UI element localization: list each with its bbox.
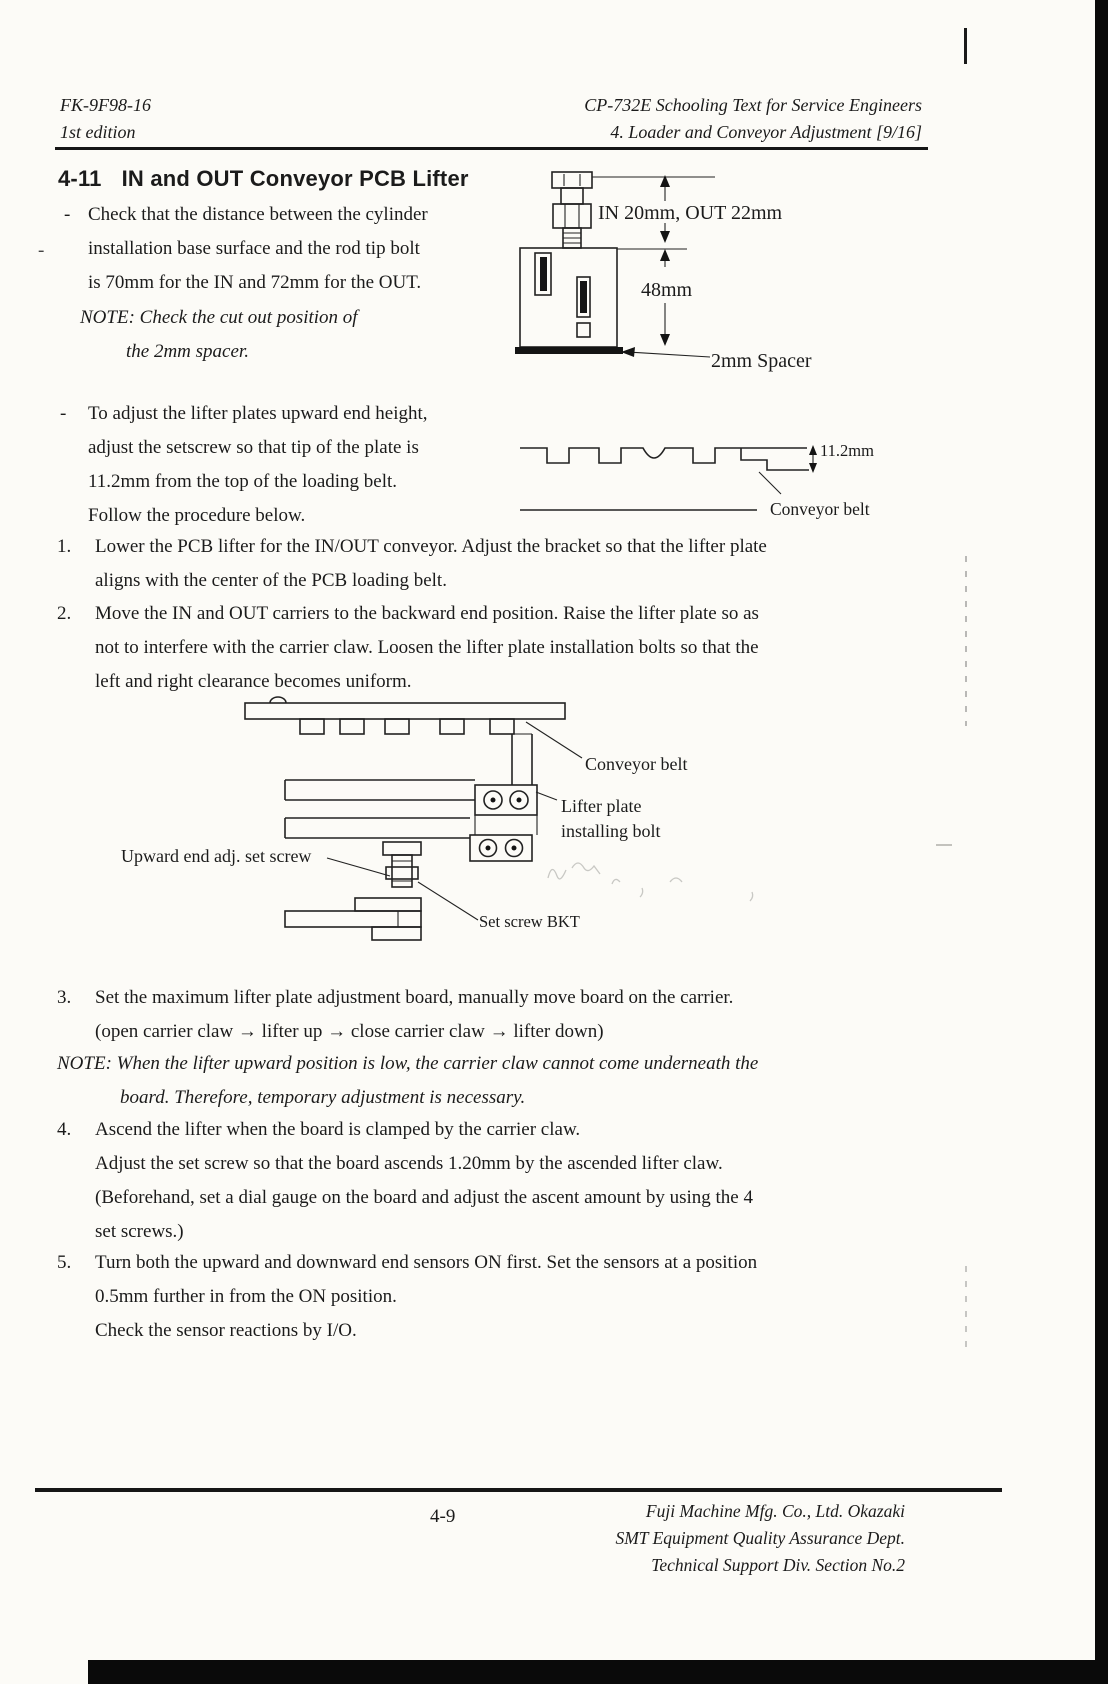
scan-edge-right	[1095, 0, 1108, 1684]
doc-code: FK-9F98-16	[60, 95, 151, 115]
step2-text	[95, 597, 759, 699]
bullet2-line: To adjust the lifter plates upward end height,	[88, 403, 428, 424]
label-set-screw-bkt: Set screw BKT	[479, 912, 580, 931]
note1	[80, 301, 358, 369]
step5-line: 0.5mm further in from the ON position.	[95, 1286, 397, 1307]
section-title: IN and OUT Conveyor PCB Lifter	[121, 166, 469, 191]
dim-label-11-2mm: 11.2mm	[820, 441, 874, 460]
step1-number: 1.	[57, 536, 72, 557]
step5-line: Check the sensor reactions by I/O.	[95, 1320, 357, 1341]
dim-label-inout: IN 20mm, OUT 22mm	[598, 202, 783, 224]
step2-number: 2.	[57, 603, 72, 624]
section-number: 4-11	[58, 166, 102, 191]
bullet2-marker: -	[60, 403, 67, 424]
page-number: 4-9	[430, 1506, 456, 1527]
step1-text	[95, 530, 767, 598]
step3-line: Set the maximum lifter plate adjustment board, manually move board on the carrier.	[95, 987, 734, 1008]
bullet2-line: Follow the procedure below.	[88, 505, 306, 526]
label-upward-end-set-screw: Upward end adj. set screw	[121, 846, 312, 866]
step2-line: not to interfere with the carrier claw. Loosen the lifter plate installation bolts so that the	[95, 637, 759, 658]
footer-org-line: SMT Equipment Quality Assurance Dept.	[615, 1528, 905, 1548]
note1-line: the 2mm spacer.	[126, 341, 249, 362]
step4-line: set screws.)	[95, 1221, 184, 1242]
scan-mark	[965, 556, 967, 726]
note2	[57, 1047, 758, 1115]
header-rule	[55, 147, 928, 150]
step4-line: Adjust the set screw so that the board ascends 1.20mm by the ascended lifter claw.	[95, 1153, 723, 1174]
header-left	[60, 92, 151, 146]
note2-line: NOTE: When the lifter upward position is low, the carrier claw cannot come underneath the	[57, 1053, 759, 1074]
step3-number: 3.	[57, 987, 72, 1008]
scan-mark	[964, 28, 967, 64]
step4-text	[95, 1113, 753, 1249]
note2-line: board. Therefore, temporary adjustment is necessary.	[120, 1087, 526, 1108]
label-lifter-plate-bolt	[561, 794, 661, 844]
bullet2-text	[88, 397, 428, 533]
step2-line: left and right clearance becomes uniform.	[95, 671, 412, 692]
note1-line: NOTE: Check the cut out position of	[80, 307, 358, 328]
doc-subtitle: 4. Loader and Conveyor Adjustment [9/16]	[610, 122, 922, 142]
scan-artifact-dash: -	[38, 240, 45, 261]
bullet1-line: installation base surface and the rod tip bolt	[88, 238, 420, 259]
step5-line: Turn both the upward and downward end sensors ON first. Set the sensors at a position	[95, 1252, 758, 1273]
step2-line: Move the IN and OUT carriers to the backward end position. Raise the lifter plate so as	[95, 603, 759, 624]
lifter-assembly-diagram	[112, 692, 812, 952]
label-conveyor-belt-assembly: Conveyor belt	[585, 754, 688, 774]
bullet1-line: is 70mm for the IN and 72mm for the OUT.	[88, 272, 422, 293]
step5-text	[95, 1246, 757, 1348]
scan-edge-bottom	[88, 1660, 1108, 1684]
label-2mm-spacer: 2mm Spacer	[711, 350, 812, 372]
step1-line: Lower the PCB lifter for the IN/OUT conveyor. Adjust the bracket so that the lifter plate	[95, 536, 767, 557]
footer-rule	[35, 1488, 1002, 1492]
cylinder-diagram	[515, 165, 860, 365]
footer-org	[615, 1498, 905, 1579]
bullet1-text	[88, 198, 428, 300]
step5-number: 5.	[57, 1252, 72, 1273]
bullet1-marker: -	[64, 204, 71, 225]
scan-mark	[965, 1266, 967, 1356]
step3-line: (open carrier claw → lifter up → close carrier claw → lifter down)	[95, 1021, 604, 1042]
bullet1-line: Check that the distance between the cylinder	[88, 204, 428, 225]
bullet2-line: adjust the setscrew so that tip of the plate is	[88, 437, 419, 458]
step4-number: 4.	[57, 1119, 72, 1140]
doc-title: CP-732E Schooling Text for Service Engineers	[584, 95, 922, 115]
bullet2-line: 11.2mm from the top of the loading belt.	[88, 471, 398, 492]
label-lifter-plate-line: installing bolt	[561, 821, 661, 841]
footer-org-line: Fuji Machine Mfg. Co., Ltd. Okazaki	[645, 1501, 905, 1521]
dim-label-48mm: 48mm	[641, 279, 693, 301]
step4-line: Ascend the lifter when the board is clamped by the carrier claw.	[95, 1119, 581, 1140]
footer-org-line: Technical Support Div. Section No.2	[651, 1555, 905, 1575]
header-right	[584, 92, 922, 146]
step1-line: aligns with the center of the PCB loading belt.	[95, 570, 447, 591]
section-heading	[58, 166, 469, 192]
doc-edition: 1st edition	[60, 122, 136, 142]
scan-mark	[936, 844, 952, 846]
label-lifter-plate-line: Lifter plate	[561, 796, 642, 816]
step3-text	[95, 981, 733, 1049]
step4-line: (Beforehand, set a dial gauge on the board and adjust the ascent amount by using the 4	[95, 1187, 753, 1208]
label-conveyor-belt-profile: Conveyor belt	[770, 499, 870, 519]
